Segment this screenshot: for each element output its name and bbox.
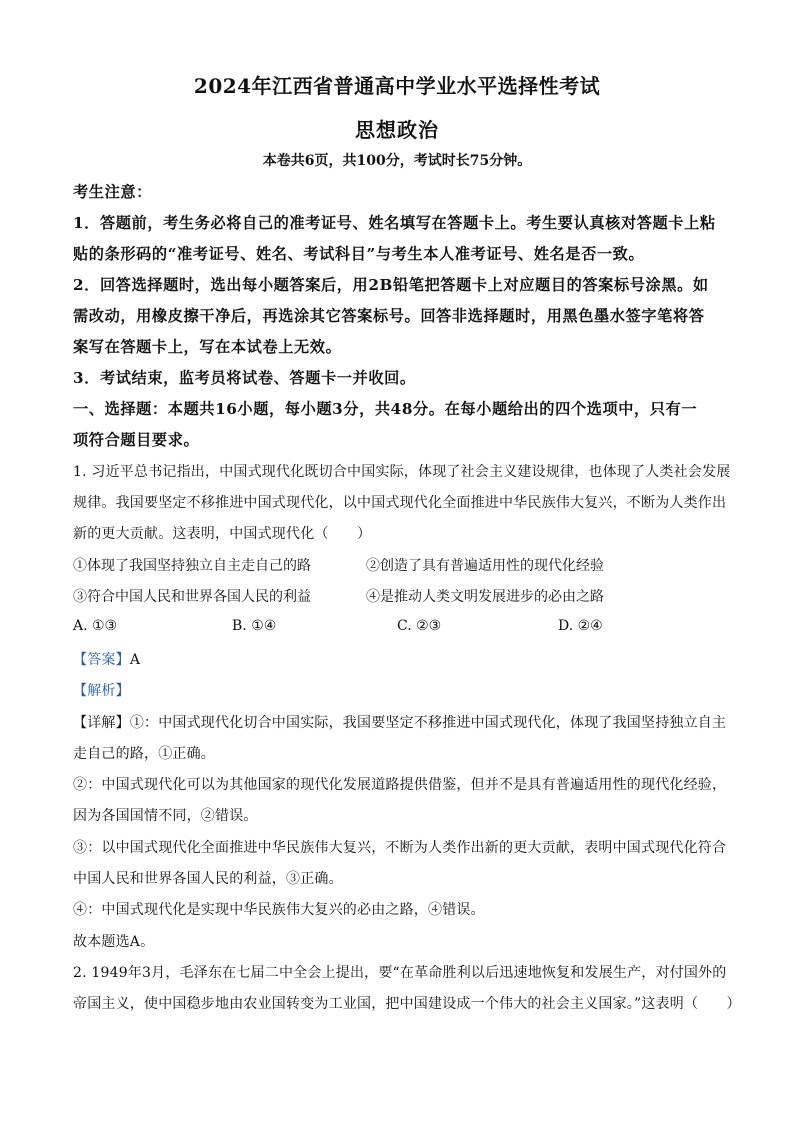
detail-line: ②：中国式现代化可以为其他国家的现代化发展道路提供借鉴，但并不是具有普遍适用性的现代化经验， xyxy=(73,777,727,793)
notice-line: 贴的条形码的“准考证号、姓名、考试科目”与考生本人准考证号、姓名是否一致。 xyxy=(73,245,645,263)
notice-line: 1．答题前，考生务必将自己的准考证号、姓名填写在答题卡上。考生要认真核对答题卡上粘 xyxy=(73,214,716,232)
exam-title: 2024年江西省普通高中学业水平选择性考试 xyxy=(193,74,601,98)
notice-line: 3．考试结束，监考员将试卷、答题卡一并收回。 xyxy=(73,369,416,387)
section-heading: 一、选择题：本题共16小题，每小题3分，共48分。在每小题给出的四个选项中，只有一 xyxy=(73,400,698,418)
question-1-stem: 1. 习近平总书记指出，中国式现代化既切合中国实际，体现了社会主义建设规律，也体现了人类社会发展 xyxy=(73,464,731,480)
answer-tag: 【答案】 xyxy=(73,652,130,668)
notice-line: 案写在答题卡上，写在本试卷上无效。 xyxy=(73,338,342,356)
answer-value: A xyxy=(129,652,141,668)
detail-line: ③：以中国式现代化全面推进中华民族伟大复兴，不断为人类作出新的更大贡献，表明中国式现代化符合 xyxy=(73,840,727,856)
analysis-line xyxy=(73,680,733,700)
detail-tag: 【详解】 xyxy=(73,715,130,731)
choice-b: B. ①④ xyxy=(232,618,277,634)
detail-line: 走自己的路，①正确。 xyxy=(73,746,215,762)
detail-line: 因为各国国情不同，②错误。 xyxy=(73,808,258,824)
subject-title: 思想政治 xyxy=(355,118,439,142)
choice-d: D. ②④ xyxy=(558,618,603,634)
question-1-stem: 新的更大贡献。这表明，中国式现代化（ ） xyxy=(73,526,372,542)
detail-line: ④：中国式现代化是实现中华民族伟大复兴的必由之路，④错误。 xyxy=(73,902,485,918)
detail-line xyxy=(73,712,733,732)
question-1-stem: 规律。我国要坚定不移推进中国式现代化，以中国式现代化全面推进中华民族伟大复兴，不断为人类作出 xyxy=(73,495,727,511)
answer-line xyxy=(73,649,733,669)
notice-line: 需改动，用橡皮擦干净后，再选涂其它答案标号。回答非选择题时，用黑色墨水签字笔将答 xyxy=(73,307,705,325)
choice-c: C. ②③ xyxy=(397,618,442,634)
statement-1: ①体现了我国坚持独立自主走自己的路 xyxy=(73,558,311,574)
notice-heading: 考生注意： xyxy=(73,183,152,201)
analysis-tag: 【解析】 xyxy=(73,683,130,699)
notice-line: 2．回答选择题时，选出每小题答案后，用2B铅笔把答题卡上对应题目的答案标号涂黑。如 xyxy=(73,276,709,294)
statement-2: ②创造了具有普遍适用性的现代化经验 xyxy=(366,558,604,574)
question-2-stem: 帝国主义，使中国稳步地由农业国转变为工业国，把中国建设成一个伟大的社会主义国家。”这表明（ ） xyxy=(73,996,741,1012)
detail-line: 中国人民和世界各国人民的利益，③正确。 xyxy=(73,871,343,887)
section-heading: 项符合题目要求。 xyxy=(73,431,200,449)
detail-text: ①：中国式现代化切合中国实际，我国要坚定不移推进中国式现代化，体现了我国坚持独立自主 xyxy=(129,715,727,731)
statement-4: ④是推动人类文明发展进步的必由之路 xyxy=(366,589,604,605)
statement-3: ③符合中国人民和世界各国人民的利益 xyxy=(73,589,311,605)
choice-a: A. ①③ xyxy=(73,618,118,634)
question-2-stem: 2. 1949年3月，毛泽东在七届二中全会上提出，要“在革命胜利以后迅速地恢复和发展生产，对付国外的 xyxy=(73,965,727,981)
exam-info: 本卷共6页，共100分，考试时长75分钟。 xyxy=(262,153,532,169)
detail-conclusion: 故本题选A。 xyxy=(73,934,155,950)
